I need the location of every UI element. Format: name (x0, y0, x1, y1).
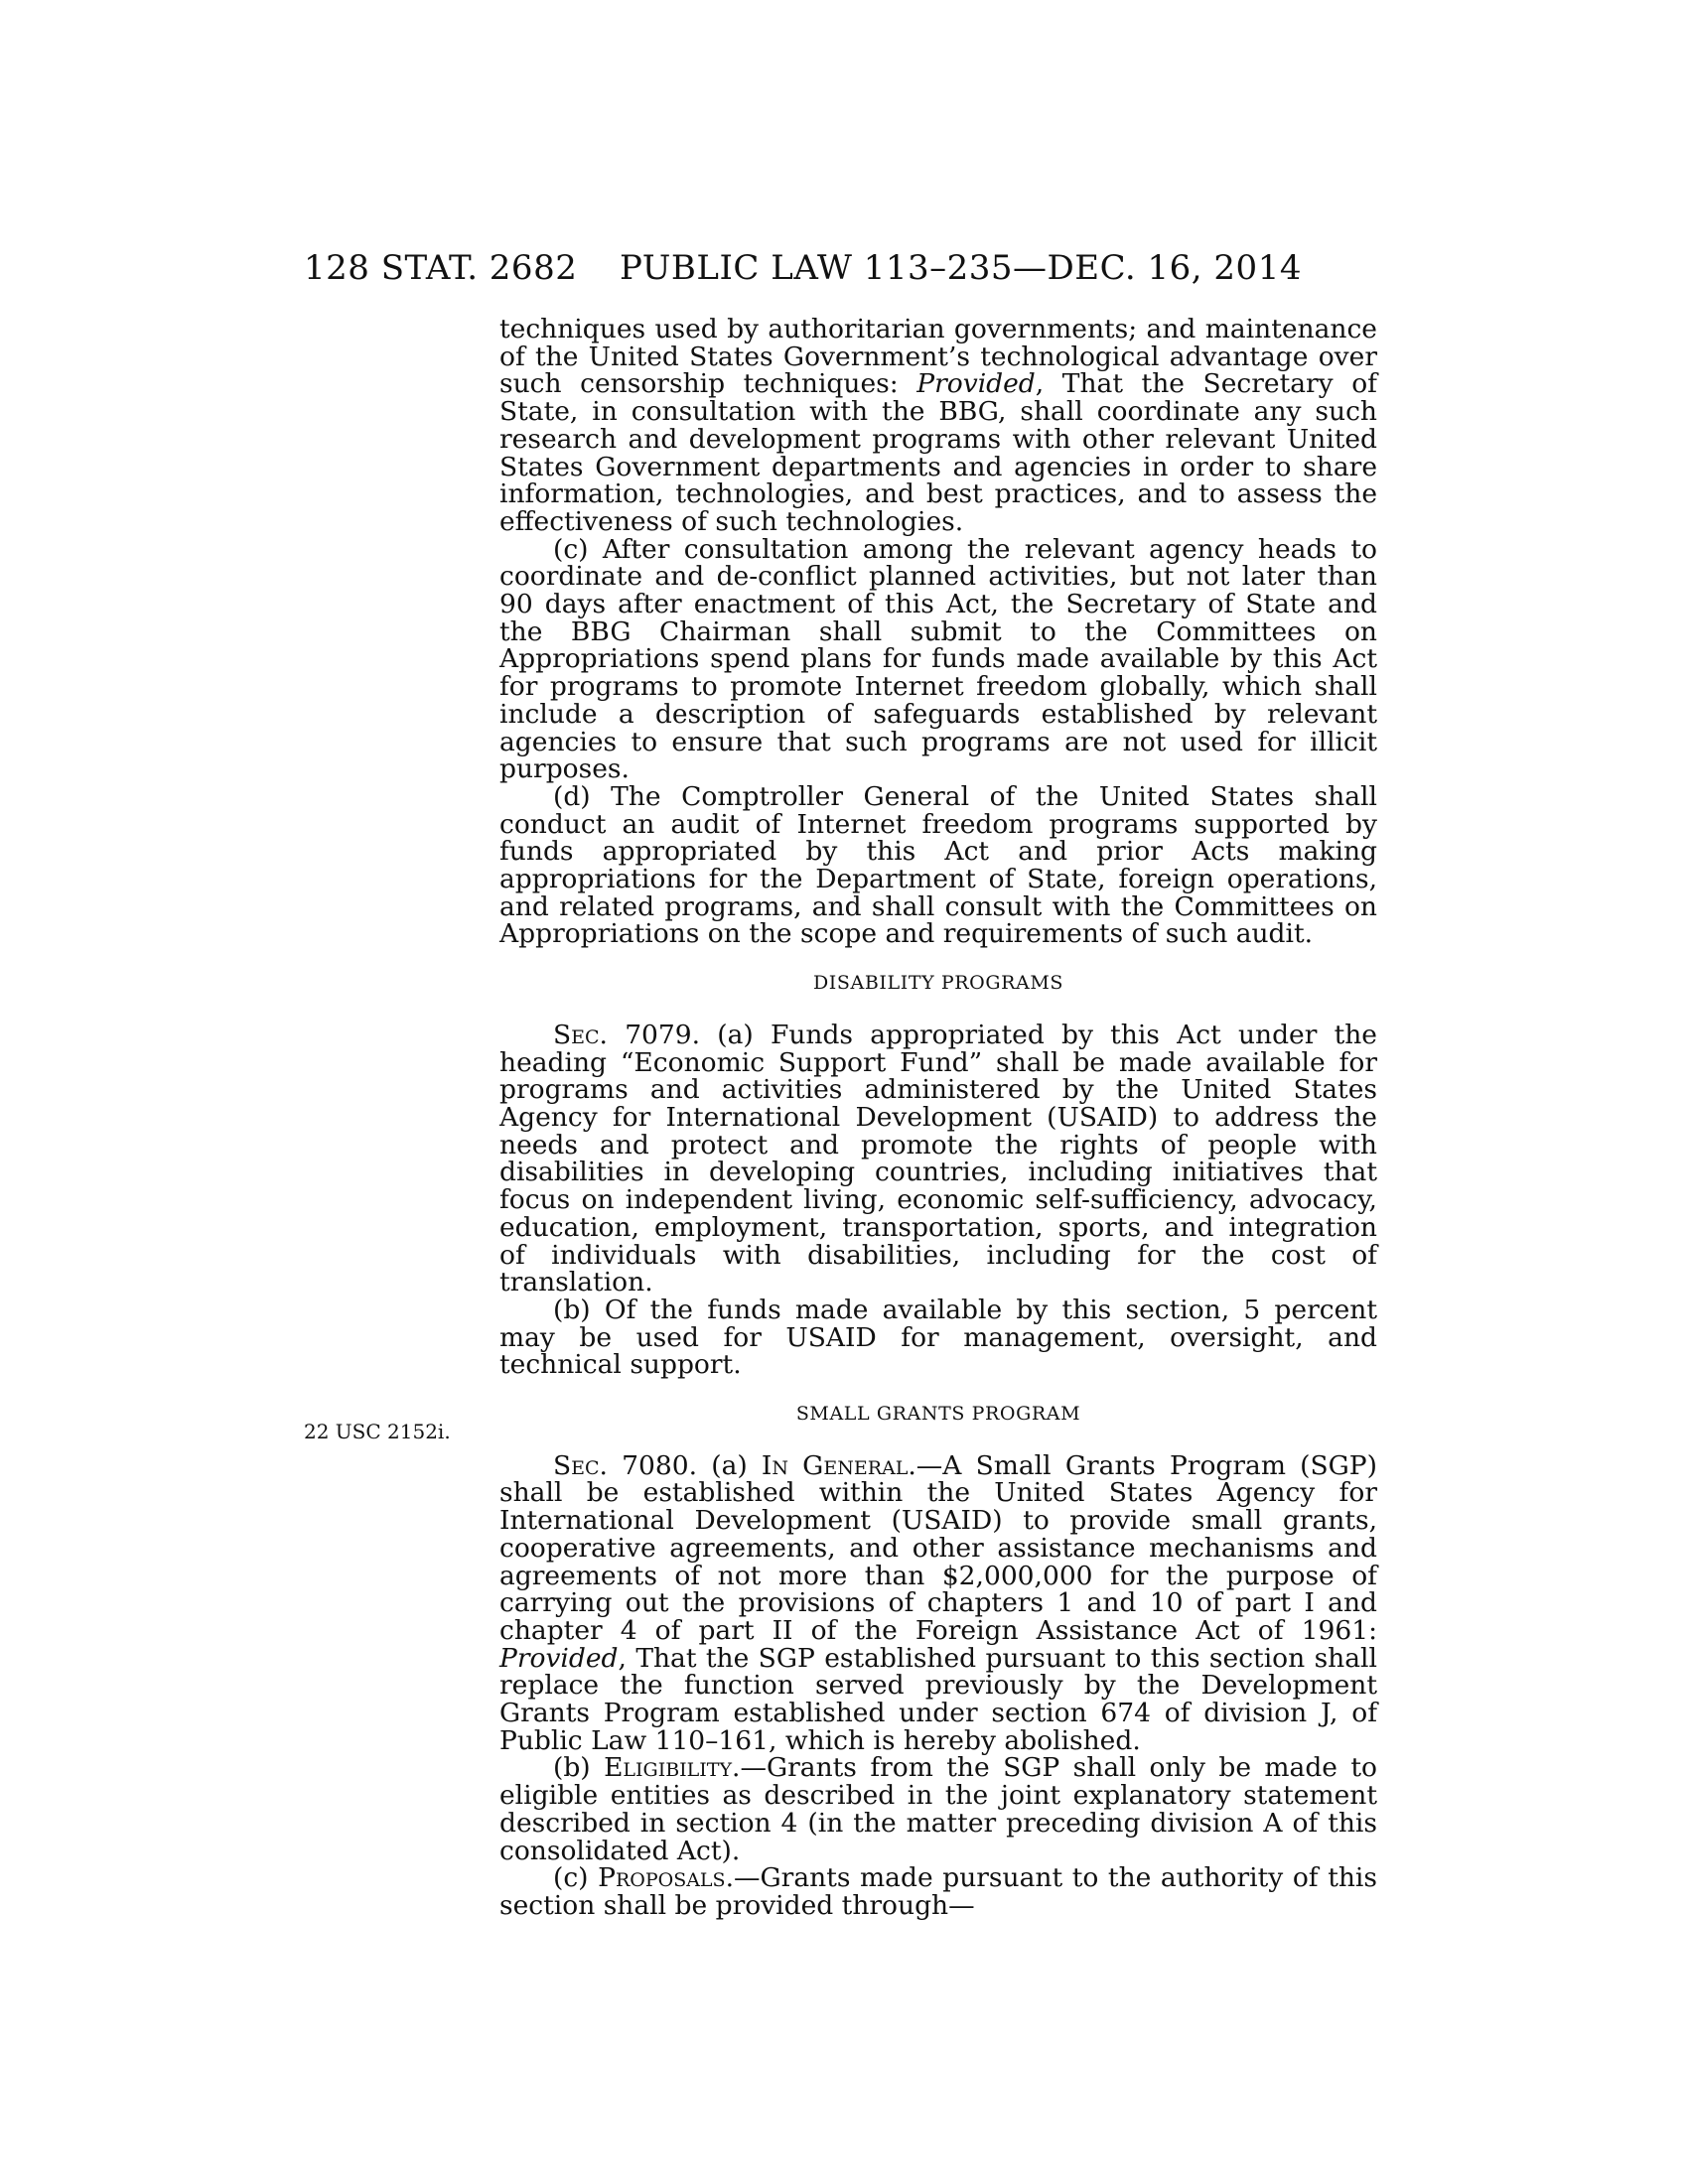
paragraph-sec-7080-b-eligibility (499, 1754, 1377, 1864)
running-header-title: PUBLIC LAW 113–235—DEC. 16, 2014 (620, 248, 1302, 288)
text-run: .—Grants made pursuant to the authority of this section shall be provided through— (499, 1862, 1377, 1921)
text-run: (b) (553, 1752, 605, 1784)
subsection-label-in-general: In General (761, 1449, 909, 1481)
paragraph-sec-7079-a (499, 1019, 1377, 1298)
text-run: (c) (553, 1862, 599, 1894)
paragraph-d-audit: (d) The Comptroller General of the United States shall conduct an audit of Internet freedom programs supported by funds appropriated by this Act and prior Acts making appropriations for the Department of State, foreign operations, and related programs, and shall consult with the Committees on Appropriations on the scope and requirements of such audit. (499, 780, 1377, 950)
text-run: 7079. (a) Funds appropriated by this Act under the heading “Economic Support Fund” shall be made available for programs and activities administered by the United States Agency for International Development (USAID) to address the needs and protect and promote the rights of people with disabilities in developing countries, including initiatives that focus on independent living, economic self-sufficiency, advocacy, education, employment, transportation, sports, and integration of individuals with disabilities, including for the cost of translation. (499, 1019, 1377, 1298)
provided-italic: Provided (499, 1642, 619, 1674)
body-text-column (499, 316, 1377, 1920)
subsection-label-eligibility: Eligibility (604, 1752, 733, 1784)
statute-page-number: 128 STAT. 2682 (304, 248, 578, 288)
text-run: , That the Secretary of State, in consultation with the BBG, shall coordinate any such research and development programs with other relevant United States Government departments and agencies in order to share information, technologies, and best practices, and to assess the effectiveness of such technologies. (499, 368, 1377, 537)
provided-italic: Provided (916, 368, 1036, 400)
section-heading-small-grants-program: SMALL GRANTS PROGRAM (795, 1403, 1081, 1426)
text-run: .—Grants from the SGP shall only be made to eligible entities as described in the joint explanatory statement described in section 4 (in the matter preceding division A of this consolidated Act). (499, 1752, 1377, 1866)
paragraph-sec-7080-c-proposals (499, 1864, 1377, 1919)
text-run: techniques used by authoritarian governments; and maintenance of the United States Government’s technological advantage over such censorship techniques: (499, 314, 1377, 400)
paragraph-continued-censorship (499, 316, 1377, 536)
paragraph-sec-7080-a (499, 1449, 1377, 1756)
subsection-label-proposals: Proposals (598, 1862, 726, 1894)
paragraph-sec-7079-b: (b) Of the funds made available by this section, 5 percent may be used for USAID for management, oversight, and technical support. (499, 1294, 1377, 1381)
section-heading-disability-programs: DISABILITY PROGRAMS (812, 972, 1064, 995)
paragraph-c-spend-plans: (c) After consultation among the relevant agency heads to coordinate and de-conflict planned activities, but not later than 90 days after enactment of this Act, the Secretary of State and the BBG Chairman shall submit to the Committees on Appropriations spend plans for funds made available by this Act for programs to promote Internet freedom globally, which shall include a description of safeguards established by relevant agencies to ensure that such programs are not used for illicit purposes. (499, 533, 1377, 785)
usc-margin-citation: 22 USC 2152i. (304, 1420, 451, 1443)
text-run: .—A Small Grants Program (SGP) shall be established within the United States Agency for International Development (USAID) to provide small grants, cooperative agreements, and other assistance mechanisms and agreements of not more than $2,000,000 for the purpose of carrying out the provisions of chapters 1 and 10 of part I and chapter 4 of part II of the Foreign Assistance Act of 1961: (499, 1449, 1377, 1646)
text-run: 7080. (a) (608, 1449, 762, 1481)
sec-label: Sec. (553, 1449, 608, 1481)
text-run: , That the SGP established pursuant to this section shall replace the function served previously by the Development Grants Program established under section 674 of division J, of Public Law 110–161, which is hereby abolished. (499, 1642, 1377, 1756)
sec-label: Sec. (553, 1019, 608, 1050)
